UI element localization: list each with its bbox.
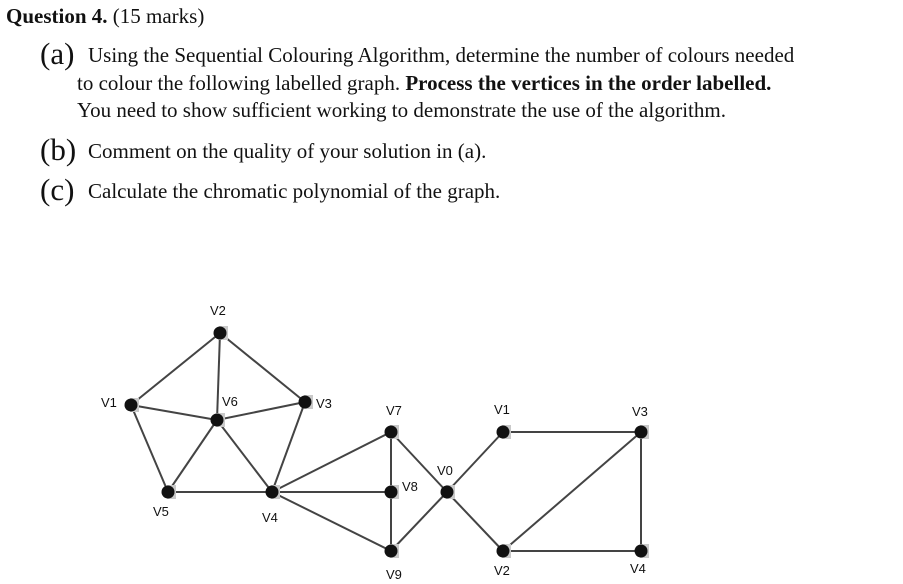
- vertex-label-V14: V4: [630, 561, 646, 576]
- vertex-V2: [214, 327, 227, 340]
- vertex-V4: [266, 486, 279, 499]
- part-a-line2-bold: Process the vertices in the order labelled.: [405, 71, 772, 95]
- part-a-line3: You need to show sufficient working to demonstrate the use of the algorithm.: [77, 98, 726, 122]
- edge-V2-V6: [217, 333, 220, 420]
- vertex-V12: [497, 545, 510, 558]
- vertex-V6: [211, 414, 224, 427]
- part-a-line2-plain: to colour the following labelled graph.: [77, 71, 406, 95]
- part-b-label: (b): [40, 132, 77, 167]
- edge-V2-V3: [220, 333, 305, 402]
- vertex-V1: [125, 399, 138, 412]
- vertex-label-V10: V0: [437, 463, 453, 478]
- vertex-V9: [385, 545, 398, 558]
- question-title: Question 4.: [6, 4, 108, 28]
- vertex-label-V7: V7: [386, 403, 402, 418]
- vertex-label-V2: V2: [210, 303, 226, 318]
- part-c-text: Calculate the chromatic polynomial of the graph.: [88, 179, 501, 203]
- vertex-label-V4: V4: [262, 510, 278, 525]
- vertex-label-V9: V9: [386, 567, 402, 582]
- part-c-label: (c): [40, 172, 75, 207]
- edge-V12-V13: [503, 432, 641, 551]
- part-a-line1: Using the Sequential Colouring Algorithm, determine the number of colours needed: [88, 43, 795, 67]
- vertex-label-V3: V3: [316, 396, 332, 411]
- vertex-V14: [635, 545, 648, 558]
- vertex-V3: [299, 396, 312, 409]
- vertex-label-V13: V3: [632, 404, 648, 419]
- vertex-V10: [441, 486, 454, 499]
- edge-V10-V11: [447, 432, 503, 492]
- question-marks: (15 marks): [112, 4, 205, 28]
- vertex-label-V5: V5: [153, 504, 169, 519]
- vertex-V5: [162, 486, 175, 499]
- vertex-label-V11: V1: [494, 402, 510, 417]
- vertex-label-V8: V8: [402, 479, 418, 494]
- vertex-V8: [385, 486, 398, 499]
- edge-V1-V6: [131, 405, 217, 420]
- vertex-V13: [635, 426, 648, 439]
- vertex-label-V1: V1: [101, 395, 117, 410]
- edge-V1-V5: [131, 405, 168, 492]
- part-b-text: Comment on the quality of your solution in (a).: [88, 139, 487, 163]
- edge-V1-V2: [131, 333, 220, 405]
- edge-V6-V4: [217, 420, 272, 492]
- edge-V10-V12: [447, 492, 503, 551]
- vertex-V11: [497, 426, 510, 439]
- edge-V7-V10: [391, 432, 447, 492]
- edge-V9-V10: [391, 492, 447, 551]
- edge-V4-V9: [272, 492, 391, 551]
- vertex-label-V6: V6: [222, 394, 238, 409]
- part-a-label: (a): [40, 36, 75, 71]
- edge-V6-V5: [168, 420, 217, 492]
- vertex-V7: [385, 426, 398, 439]
- vertex-label-V12: V2: [494, 563, 510, 578]
